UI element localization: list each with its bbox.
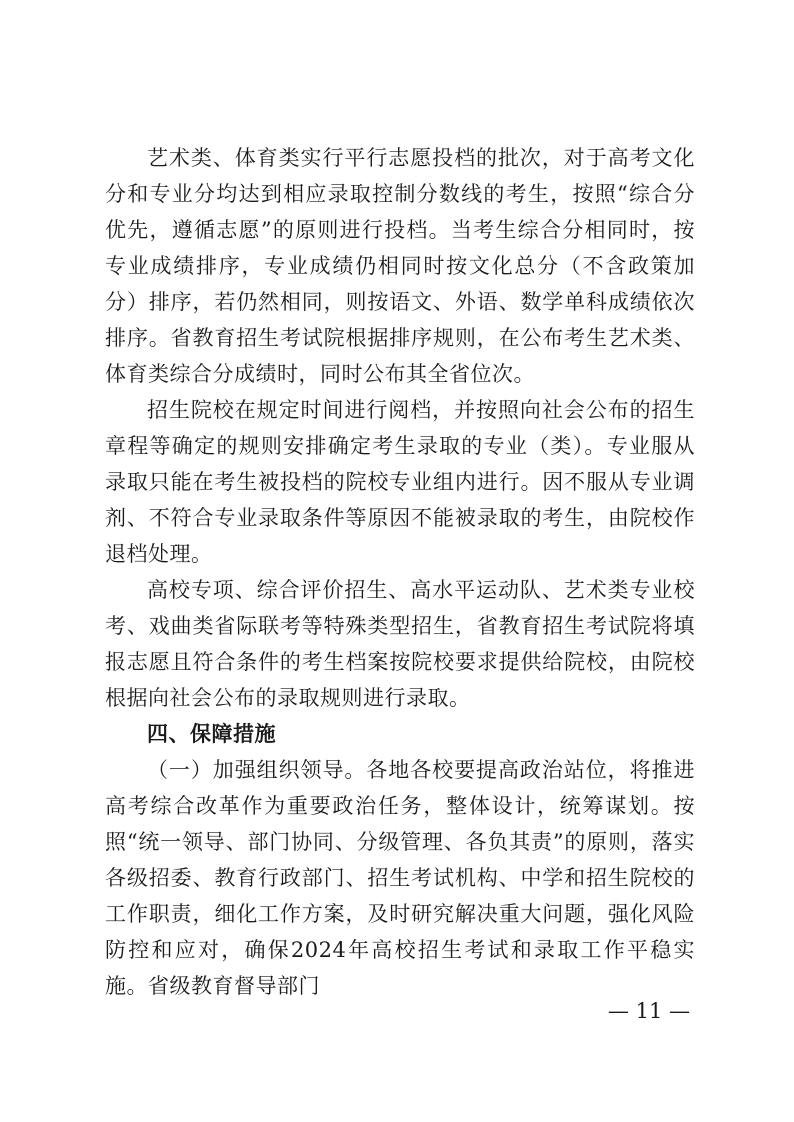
paragraph-art-sports-admission: 艺术类、体育类实行平行志愿投档的批次，对于高考文化分和专业分均达到相应录取控制分数线的考生，按照“综合分优先，遵循志愿”的原则进行投档。当考生综合分相同时，按专业成绩排序，专业成绩仍相同时按文化总分（不含政策加分）排序，若仍然相同，则按语文、外语、数学单科成绩依次排序。省教育招生考试院根据排序规则，在公布考生艺术类、体育类综合分成绩时，同时公布其全省位次。 (105, 146, 695, 386)
document-body (105, 140, 695, 1004)
page-number: — 11 — (607, 999, 690, 1023)
paragraph-organization-leadership: （一）加强组织领导。各地各校要提高政治站位，将推进高考综合改革作为重要政治任务，整体设计，统筹谋划。按照“统一领导、部门协同、分级管理、各负其责”的原则，落实各级招委、教育行政部门、招生考试机构、中学和招生院校的工作职责，细化工作方案，及时研究解决重大问题，强化风险防控和应对，确保2024年高校招生考试和录取工作平稳实施。省级教育督导部门 (105, 758, 695, 998)
section-heading-safeguards: 四、保障措施 (147, 722, 276, 746)
paragraph-special-admission: 高校专项、综合评价招生、高水平运动队、艺术类专业校考、戏曲类省际联考等特殊类型招生，省教育招生考试院将填报志愿且符合条件的考生档案按院校要求提供给院校，由院校根据向社会公布的录取规则进行录取。 (105, 578, 695, 710)
paragraph-college-review: 招生院校在规定时间进行阅档，并按照向社会公布的招生章程等确定的规则安排确定考生录取的专业（类）。专业服从录取只能在考生被投档的院校专业组内进行。因不服从专业调剂、不符合专业录取条件等原因不能被录取的考生，由院校作退档处理。 (105, 398, 695, 566)
